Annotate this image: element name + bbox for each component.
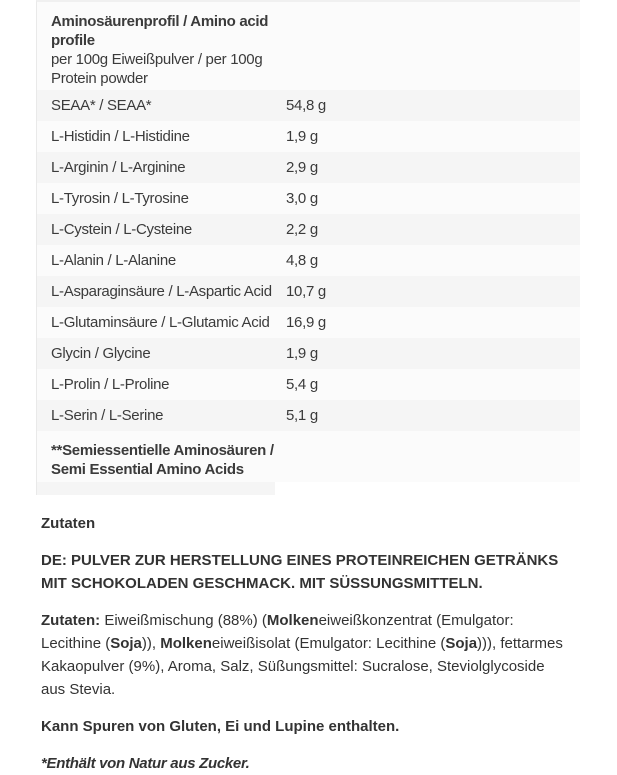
amino-acid-value: 54,8 g [286,97,326,114]
amino-acid-table [36,0,580,495]
ingredients-paragraph: Zutaten: Eiweißmischung (88%) (Molkeneiweißkonzentrat (Emulgator: Lecithine (Soja)), Molkeneiweißisolat (Emulgator: Lecithine (Soja))), fettarmes Kakaopulver (9%), Aroma, Salz, Süßungsmittel: Sucralose, Steviolglycoside aus Stevia. [41,612,563,698]
amino-acid-label: L-Asparaginsäure / L-Aspartic Acid [51,283,272,300]
amino-acid-label: L-Serin / L-Serine [51,407,164,424]
amino-acid-value: 3,0 g [286,190,318,207]
product-description: DE: PULVER ZUR HERSTELLUNG EINES PROTEINREICHEN GETRÄNKS MIT SCHOKOLADEN GESCHMACK. MIT SÜSSUNGSMITTELN. [41,552,559,592]
amino-acid-label: Glycin / Glycine [51,345,151,362]
ingredients-heading: Zutaten [41,515,96,532]
amino-acid-label: L-Cystein / L-Cysteine [51,221,192,238]
amino-acid-label: L-Arginin / L-Arginine [51,159,186,176]
amino-acid-value: 16,9 g [286,314,326,331]
amino-table-footnote-row [37,431,580,482]
allergen-note: Kann Spuren von Gluten, Ei und Lupine enthalten. [41,718,400,735]
sugar-note: *Enthält von Natur aus Zucker. [41,755,250,772]
table-row [37,214,580,245]
amino-acid-value: 5,1 g [286,407,318,424]
table-row [37,338,580,369]
semi-essential-footnote: **Semiessentielle Aminosäuren / Semi Essential Amino Acids [51,442,274,478]
amino-acid-label: L-Tyrosin / L-Tyrosine [51,190,189,207]
amino-acid-value: 4,8 g [286,252,318,269]
table-row [37,400,580,431]
amino-acid-label: L-Histidin / L-Histidine [51,128,190,145]
table-row [37,369,580,400]
amino-acid-value: 1,9 g [286,128,318,145]
amino-acid-label: L-Alanin / L-Alanine [51,252,176,269]
amino-acid-value: 2,9 g [286,159,318,176]
amino-table-rows [37,90,580,431]
amino-acid-value: 5,4 g [286,376,318,393]
table-row [37,276,580,307]
amino-acid-label: SEAA* / SEAA* [51,97,152,114]
ingredients-section [41,512,580,775]
table-row [37,121,580,152]
amino-table-header [37,2,580,90]
amino-table-title: Aminosäurenprofil / Amino acid profile [51,13,269,49]
table-row [37,90,580,121]
table-row [37,183,580,214]
table-row [37,152,580,183]
table-row [37,245,580,276]
empty-row-stripe [37,482,275,495]
amino-acid-value: 1,9 g [286,345,318,362]
amino-acid-value: 2,2 g [286,221,318,238]
amino-acid-label: L-Prolin / L-Proline [51,376,170,393]
amino-table-subtitle: per 100g Eiweißpulver / per 100g Protein powder [51,51,263,87]
amino-acid-value: 10,7 g [286,283,326,300]
table-row [37,307,580,338]
amino-acid-label: L-Glutaminsäure / L-Glutamic Acid [51,314,270,331]
